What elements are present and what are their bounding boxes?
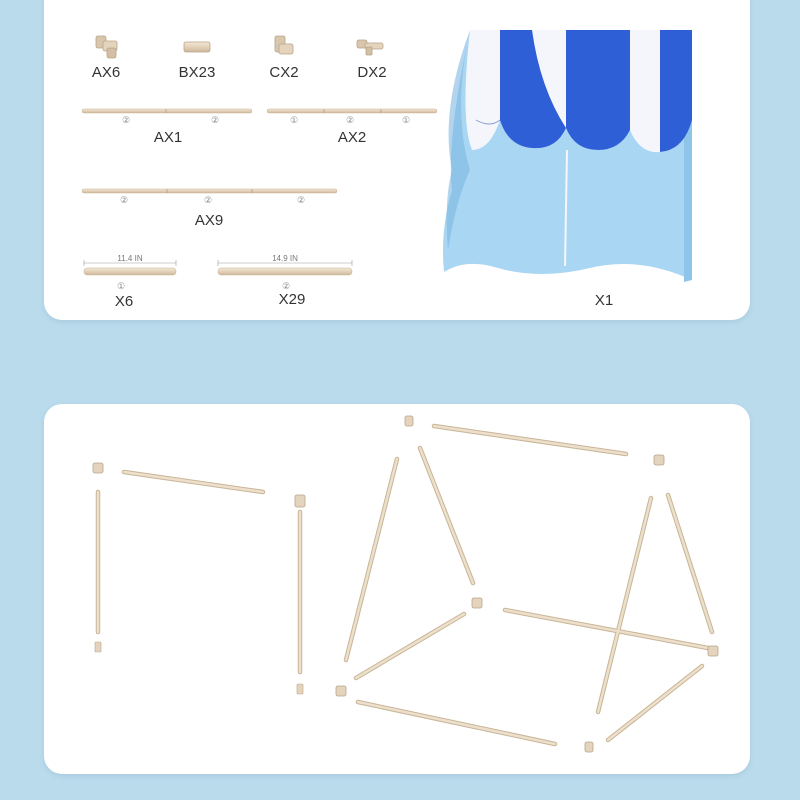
bx23-label: BX23 <box>178 64 216 81</box>
ax1-marker-1: ② <box>121 115 131 125</box>
x29-dimension: 14.9 IN <box>272 254 298 263</box>
ax2-marker-2: ② <box>345 115 355 125</box>
right-frame-section <box>336 416 718 752</box>
ax2-marker-3: ① <box>401 115 411 125</box>
ax1-marker-2: ② <box>210 115 220 125</box>
ax9-marker-2: ② <box>203 195 213 205</box>
x6-label: X6 <box>114 293 134 310</box>
ax9-marker-3: ② <box>296 195 306 205</box>
x6-marker: ① <box>116 281 126 291</box>
ax1-label: AX1 <box>153 129 183 146</box>
ax2-marker-1: ① <box>289 115 299 125</box>
cx2-label: CX2 <box>269 64 299 81</box>
dx2-label: DX2 <box>357 64 387 81</box>
x29-marker: ② <box>281 281 291 291</box>
ax9-marker-1: ② <box>119 195 129 205</box>
ax9-label: AX9 <box>194 212 224 229</box>
ax2-label: AX2 <box>337 129 367 146</box>
x6-dimension: 11.4 IN <box>117 254 143 263</box>
left-frame-section <box>93 463 305 694</box>
x1-label: X1 <box>594 292 614 309</box>
ax6-label: AX6 <box>91 64 121 81</box>
x29-label: X29 <box>278 291 306 308</box>
